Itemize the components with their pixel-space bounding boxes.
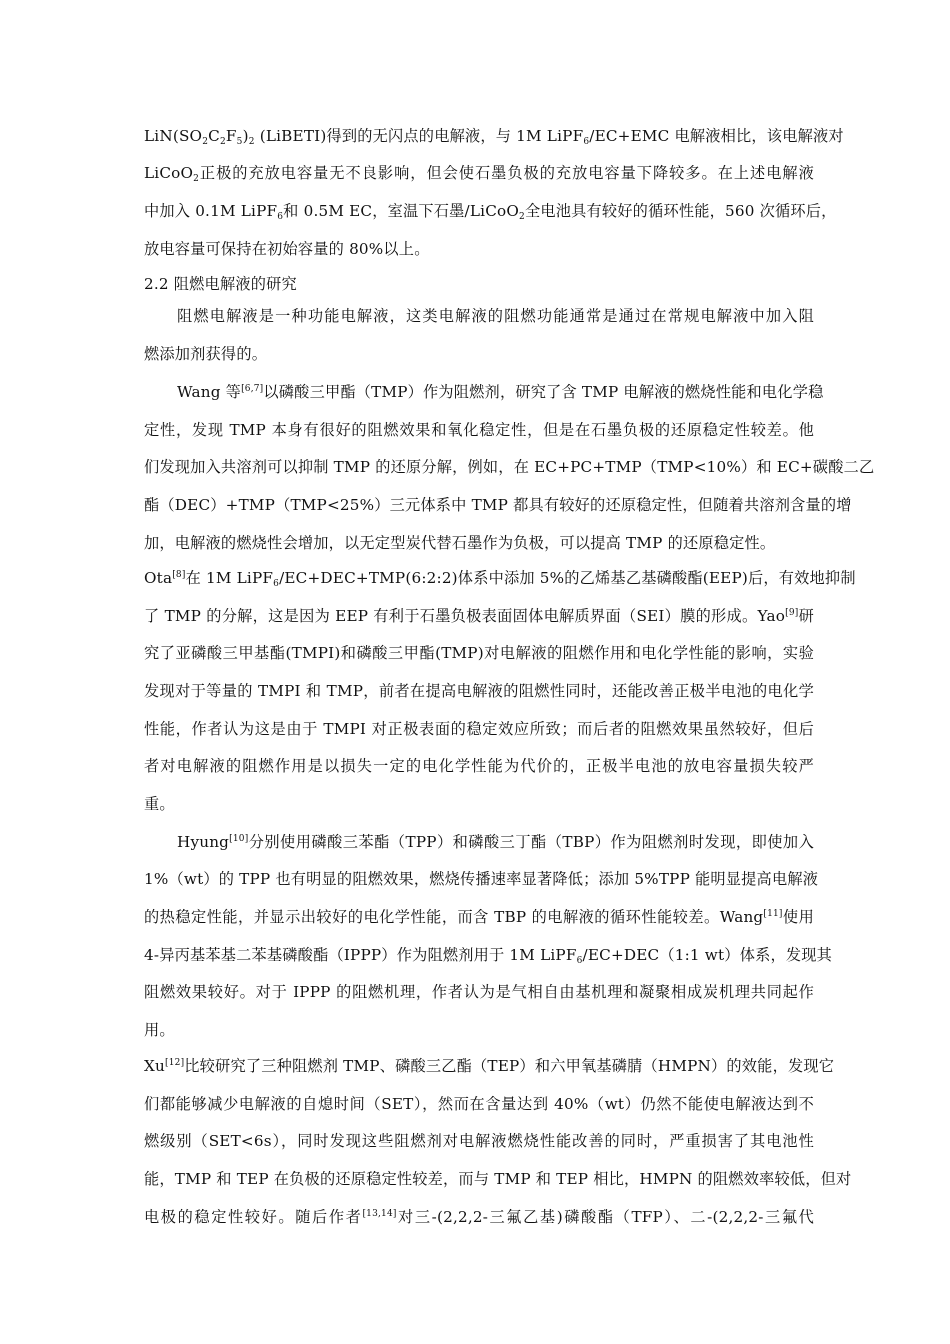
subscript: 6	[576, 956, 583, 966]
text-run: 者对电解液的阻燃作用是以损失一定的电化学性能为代价的，正极半电池的放电容量损失较严	[144, 757, 814, 775]
citation-superscript: [9]	[785, 608, 799, 618]
text-run: 研	[798, 607, 814, 625]
text-line	[144, 344, 814, 364]
text-run: 阻燃电解液是一种功能电解液，这类电解液的阻燃功能通常是通过在常规电解液中加入阻	[177, 307, 814, 325]
text-run: 了 TMP 的分解，这是因为 EEP 有利于石墨负极表面固体电解质界面（SEI）膜的形成。Yao	[144, 607, 786, 625]
text-line	[144, 945, 833, 966]
text-run: 性能，作者认为这是由于 TMPI 对正极表面的稳定效应所致；而后者的阻燃效果虽然较好，但后	[144, 720, 814, 738]
text-run: 和 0.5M EC，室温下石墨/LiCoO	[283, 202, 520, 220]
text-line	[144, 1056, 835, 1076]
subscript: 2	[219, 137, 226, 147]
text-run: 燃级别（SET<6s），同时发现这些阻燃剂对电解液燃烧性能改善的同时，严重损害了其电池性	[144, 1132, 814, 1150]
text-run: 正极的充放电容量无不良影响，但会使石墨负极的充放电容量下降较多。在上述电解液	[199, 164, 814, 182]
text-run: Wang 等	[177, 383, 242, 401]
text-run: 在 1M LiPF	[185, 569, 274, 587]
citation-superscript: [11]	[763, 909, 783, 919]
text-line	[144, 719, 814, 739]
text-line	[144, 756, 814, 776]
citation-superscript: [13,14]	[362, 1209, 397, 1219]
text-line	[144, 1131, 814, 1151]
text-line	[144, 1169, 852, 1189]
text-run: 用。	[144, 1021, 175, 1039]
text-line	[144, 606, 814, 626]
subscript: 2	[193, 174, 200, 184]
text-line	[144, 907, 814, 927]
text-run: /EC+DEC+TMP(6:2:2)体系中添加 5%的乙烯基乙基磷酸酯(EEP)后，有效地抑制	[279, 569, 856, 587]
text-run: )	[242, 127, 249, 145]
text-line	[144, 420, 814, 440]
text-run: 究了亚磷酸三甲基酯(TMPI)和磷酸三甲酯(TMP)对电解液的阻燃作用和电化学性能的影响，实验	[144, 644, 814, 662]
text-run: F	[225, 127, 237, 145]
subscript: 6	[583, 137, 590, 147]
text-line	[144, 163, 814, 183]
text-run: 4-异丙基苯基二苯基磷酸酯（IPPP）作为阻燃剂用于 1M LiPF	[144, 946, 577, 964]
citation-superscript: [12]	[165, 1058, 185, 1068]
text-line	[144, 794, 814, 814]
text-line	[177, 306, 814, 326]
subscript: 2	[202, 137, 209, 147]
text-run: 加，电解液的燃烧性会增加，以无定型炭代替石墨作为负极，可以提高 TMP 的还原稳定性。	[144, 534, 776, 552]
text-line	[144, 681, 814, 701]
text-run: 酯（DEC）+TMP（TMP<25%）三元体系中 TMP 都具有较好的还原稳定性，但随着共溶剂含量的增	[144, 496, 852, 514]
text-line	[144, 457, 875, 477]
text-run: 以磷酸三甲酯（TMP）作为阻燃剂，研究了含 TMP 电解液的燃烧性能和电化学稳	[263, 383, 824, 401]
text-run: 1%（wt）的 TPP 也有明显的阻燃效果，燃烧传播速率显著降低；添加 5%TPP 能明显提高电解液	[144, 870, 819, 888]
text-run: /EC+DEC（1:1 wt）体系，发现其	[582, 946, 833, 964]
citation-superscript: [10]	[229, 834, 249, 844]
text-run: Ota	[144, 569, 173, 587]
text-run: 重。	[144, 795, 175, 813]
text-run: 们发现加入共溶剂可以抑制 TMP 的还原分解，例如，在 EC+PC+TMP（TMP<10%）和 EC+碳酸二乙	[144, 458, 875, 476]
text-line	[144, 533, 814, 553]
text-run: 全电池具有较好的循环性能，560 次循环后，	[524, 202, 837, 220]
subscript: 6	[277, 212, 284, 222]
text-run: 2.2 阻燃电解液的研究	[144, 275, 297, 293]
text-run: 们都能够减少电解液的自熄时间（SET），然而在含量达到 40%（wt）仍然不能使电解液达到不	[144, 1095, 814, 1113]
text-run: 发现对于等量的 TMPI 和 TMP，前者在提高电解液的阻燃性同时，还能改善正极半电池的电化学	[144, 682, 814, 700]
text-run: 分别使用磷酸三苯酯（TPP）和磷酸三丁酯（TBP）作为阻燃剂时发现，即使加入	[248, 833, 814, 851]
text-line	[144, 568, 856, 589]
text-run: 能，TMP 和 TEP 在负极的还原稳定性较差，而与 TMP 和 TEP 相比，HMPN 的阻燃效率较低，但对	[144, 1170, 852, 1188]
text-run: /EC+EMC 电解液相比，该电解液对	[589, 127, 844, 145]
text-line	[144, 495, 852, 515]
citation-superscript: [6,7]	[241, 384, 264, 394]
text-line	[144, 201, 837, 222]
text-line	[144, 126, 844, 147]
text-line	[144, 1094, 814, 1114]
text-line	[177, 382, 824, 402]
text-run: 燃添加剂获得的。	[144, 345, 268, 363]
section-heading	[144, 274, 814, 294]
text-run: 对三-(2,2,2-三氟乙基)磷酸酯（TFP）、二-(2,2,2-三氟代	[396, 1208, 815, 1226]
text-run: LiN(SO	[144, 127, 203, 145]
subscript: 2	[248, 137, 255, 147]
text-run: (LiBETI)得到的无闪点的电解液，与 1M LiPF	[254, 127, 584, 145]
text-run: LiCoO	[144, 164, 194, 182]
text-line	[177, 832, 814, 852]
text-line	[144, 982, 814, 1002]
text-line	[144, 1207, 814, 1227]
text-run: 阻燃效果较好。对于 IPPP 的阻燃机理，作者认为是气相自由基机理和凝聚相成炭机理共同起作	[144, 983, 814, 1001]
text-run: 电极的稳定性较好。随后作者	[144, 1208, 363, 1226]
text-run: Hyung	[177, 833, 230, 851]
text-run: C	[208, 127, 220, 145]
text-run: 放电容量可保持在初始容量的 80%以上。	[144, 240, 430, 258]
text-line	[144, 869, 819, 889]
text-line	[144, 643, 814, 663]
subscript: 6	[273, 579, 280, 589]
text-run: 的热稳定性能，并显示出较好的电化学性能，而含 TBP 的电解液的循环性能较差。Wang	[144, 908, 764, 926]
text-run: 中加入 0.1M LiPF	[144, 202, 278, 220]
text-run: 定性，发现 TMP 本身有很好的阻燃效果和氧化稳定性，但是在石墨负极的还原稳定性较差。他	[144, 421, 814, 439]
subscript: 5	[236, 137, 243, 147]
text-run: 使用	[782, 908, 814, 926]
subscript: 2	[519, 212, 525, 222]
citation-superscript: [8]	[172, 570, 186, 580]
text-run: 比较研究了三种阻燃剂 TMP、磷酸三乙酯（TEP）和六甲氧基磷腈（HMPN）的效能，发现它	[184, 1057, 835, 1075]
text-line	[144, 239, 814, 259]
text-line	[144, 1020, 814, 1040]
text-run: Xu	[144, 1057, 165, 1075]
